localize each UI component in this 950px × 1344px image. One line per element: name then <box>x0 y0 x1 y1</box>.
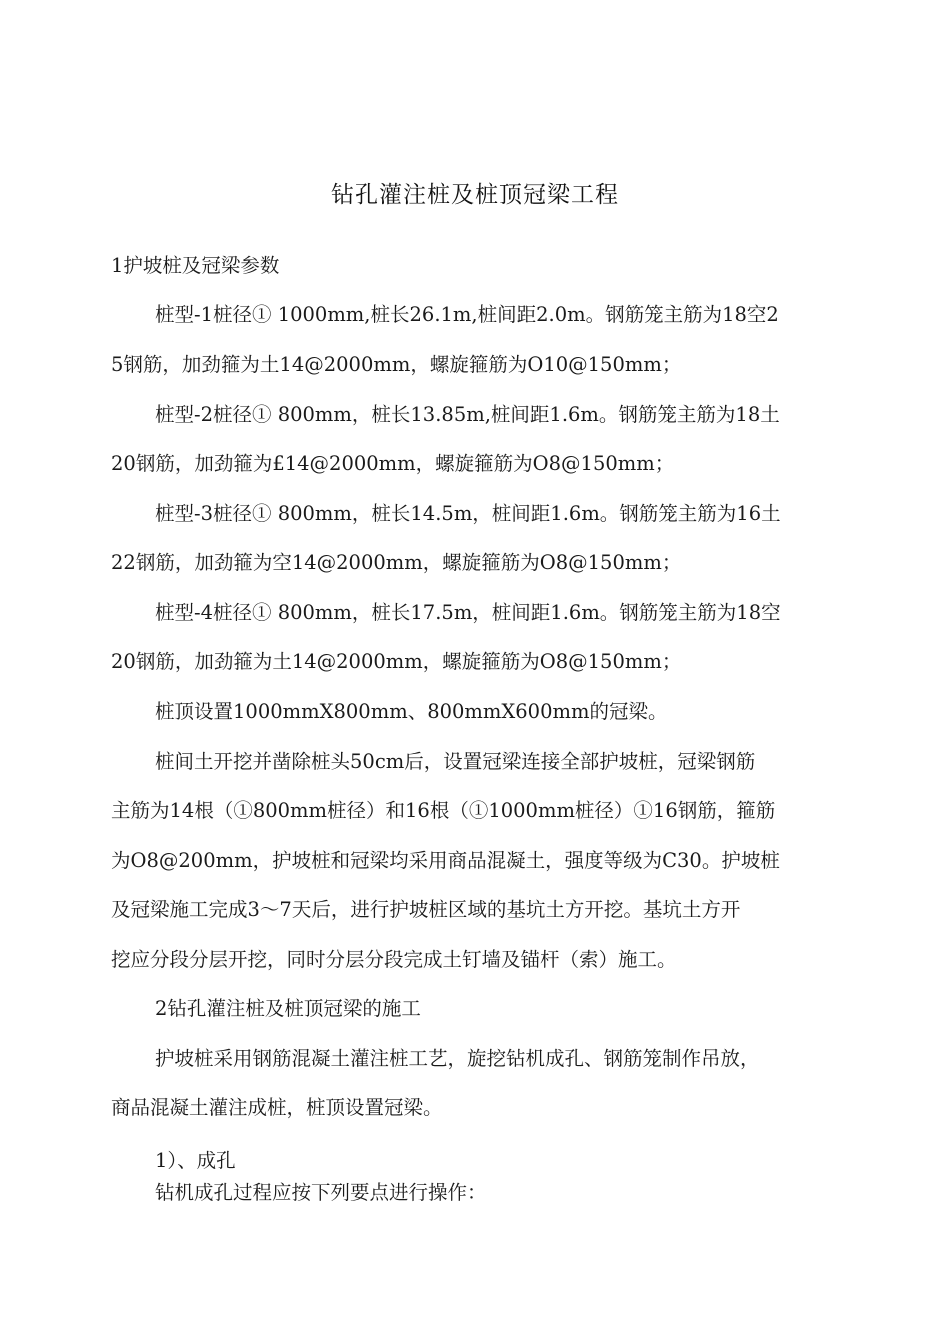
paragraph-line: 桩型-1桩径① 1000mm,桩长26.1m,桩间距2.0m。钢筋笼主筋为18空2 <box>155 303 779 326</box>
paragraph-line: 为O8@200mm，护坡桩和冠梁均采用商品混凝土，强度等级为C30。护坡桩 <box>111 849 780 872</box>
subsection-heading: 1）、成孔 <box>155 1149 236 1172</box>
section-heading-1: 1护坡桩及冠梁参数 <box>111 254 280 277</box>
paragraph-line: 桩间土开挖并凿除桩头50cm后，设置冠梁连接全部护坡桩，冠梁钢筋 <box>155 750 756 773</box>
paragraph-line: 桩型-2桩径① 800mm，桩长13.85m,桩间距1.6m。钢筋笼主筋为18土 <box>155 403 780 426</box>
paragraph-line: 5钢筋，加劲箍为土14@2000mm，螺旋箍筋为O10@150mm； <box>111 353 682 376</box>
paragraph-line: 挖应分段分层开挖，同时分层分段完成土钉墙及锚杆（索）施工。 <box>111 948 677 971</box>
document-title: 钻孔灌注桩及桩顶冠梁工程 <box>331 182 619 208</box>
paragraph-line: 桩型-4桩径① 800mm，桩长17.5m，桩间距1.6m。钢筋笼主筋为18空 <box>155 601 781 624</box>
paragraph-line: 钻机成孔过程应按下列要点进行操作： <box>155 1181 487 1204</box>
paragraph-line: 及冠梁施工完成3〜7天后，进行护坡桩区域的基坑土方开挖。基坑土方开 <box>111 898 741 921</box>
paragraph-line: 主筋为14根（①800mm桩径）和16根（①1000mm桩径）①16钢筋，箍筋 <box>111 799 776 822</box>
section-heading-2: 2钻孔灌注桩及桩顶冠梁的施工 <box>155 997 421 1020</box>
paragraph-line: 商品混凝土灌注成桩，桩顶设置冠梁。 <box>111 1096 443 1119</box>
paragraph-line: 桩顶设置1000mmX800mm、800mmX600mm的冠梁。 <box>155 700 668 723</box>
paragraph-line: 22钢筋，加劲箍为空14@2000mm，螺旋箍筋为O8@150mm； <box>111 551 682 574</box>
paragraph-line: 20钢筋，加劲箍为土14@2000mm，螺旋箍筋为O8@150mm； <box>111 650 682 673</box>
paragraph-line: 护坡桩采用钢筋混凝土灌注桩工艺，旋挖钻机成孔、钢筋笼制作吊放， <box>155 1047 760 1070</box>
paragraph-line: 桩型-3桩径① 800mm，桩长14.5m，桩间距1.6m。钢筋笼主筋为16土 <box>155 502 781 525</box>
paragraph-line: 20钢筋，加劲箍为£14@2000mm，螺旋箍筋为O8@150mm； <box>111 452 675 475</box>
